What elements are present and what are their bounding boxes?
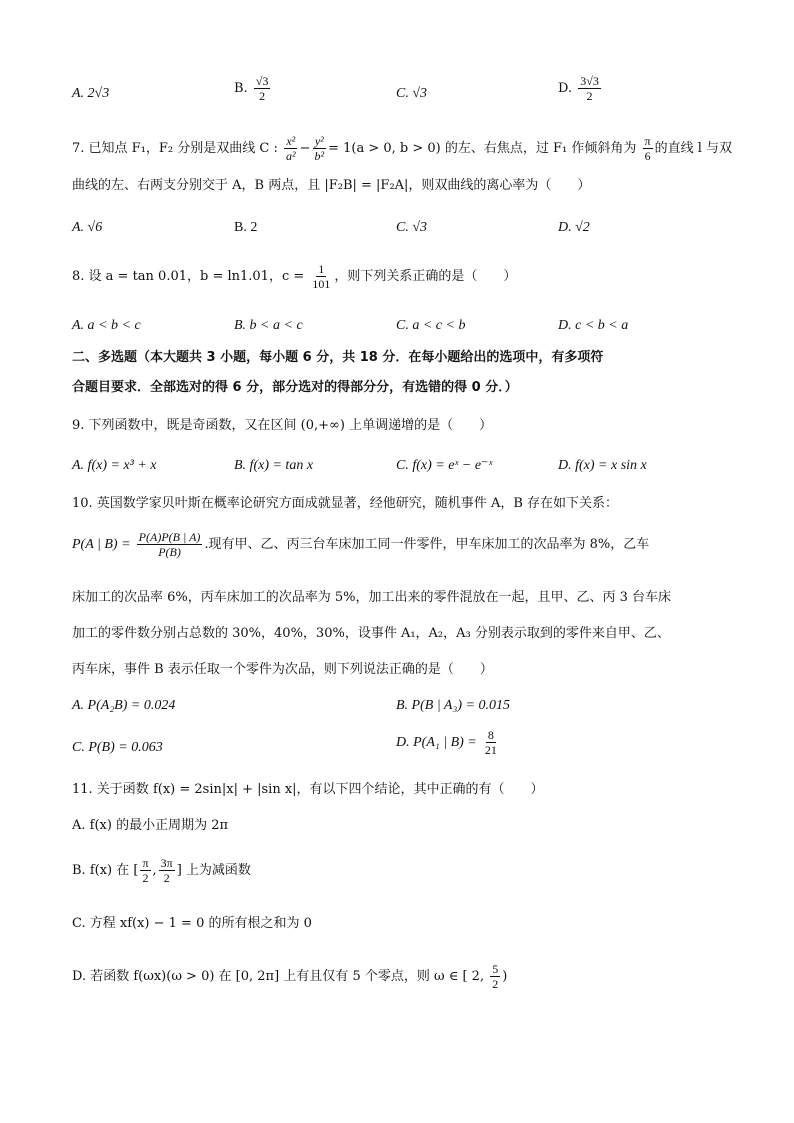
q7-pi: π [644,134,651,148]
q10-option-b: B. P(B | A₃) = 0.015 [396,698,510,713]
q11-d-pre: D. 若函数 f(ωx)(ω > 0) 在 [0, 2π] 上有且仅有 5 个零点，则 ω ∈ [ 2, [72,969,485,984]
q9-option-a: A. f(x) = x³ + x [72,458,157,473]
q11-b-comma: , [152,863,157,878]
q6-option-a: A. 2√3 [72,86,110,101]
q7-six: 6 [644,149,651,163]
q7-hyp-y: y² [314,134,324,148]
q9-option-d: D. f(x) = x sin x [558,458,647,473]
q11-option-d [72,962,507,991]
q7-stem-line1: 7. 已知点 F₁，F₂ 分别是双曲线 C : $\frac{\text{x²}}{\text{a²}}$ − $\frac{\text{y²}}{\text{b²}}$ = 1(a > 0, b > 0) 的左、右焦点，过 F₁ 作倾斜角为 $\frac{\pi}{6}$ 的直线 l 与双 [72,134,733,163]
q9-option-b: B. f(x) = tan x [234,458,314,473]
q7-mid: = 1(a > 0, b > 0) 的左、右焦点，过 F₁ 作倾斜角为 [328,141,637,156]
q7-post: 的直线 l 与双 [654,141,733,156]
q10-stem-line5: 丙车床，事件 B 表示任取一个零件为次品，则下列说法正确的是（ ） [72,662,493,677]
q6-b-num: √3 [255,74,269,88]
q10-stem-line3: 床加工的次品率 6%，丙车床加工的次品率为 5%，加工出来的零件混放在一起，且甲、乙、丙 3 台车床 [72,590,672,605]
q10-option-a: A. P(A₂B) = 0.024 [72,698,176,713]
q7-option-d: D. √2 [558,220,590,235]
q10-line2-post: .现有甲、乙、丙三台车床加工同一件零件，甲车床加工的次品率为 8%，乙车 [204,537,650,552]
q11-b-n1: π [142,856,149,870]
q8-num: 1 [318,262,325,276]
q8-pre: 8. 设 a = tan 0.01，b = ln1.01，c = [72,269,305,284]
q11-option-c: C. 方程 xf(x) − 1 = 0 的所有根之和为 0 [72,916,312,931]
q7-option-c: C. √3 [396,220,428,235]
q6-option-d [558,74,603,103]
q11-b-n2: 3π [160,856,173,870]
q10-formula-num: P(A)P(B | A) [138,530,201,544]
q11-b-pre: B. f(x) 在 [ [72,863,139,878]
q7-option-a: A. √6 [72,220,103,235]
q10-stem-line1: 10. 英国数学家贝叶斯在概率论研究方面成就显著，经他研究，随机事件 A，B 存在如下关系： [72,496,619,511]
section2-heading-line1: 二、多选题（本大题共 3 小题，每小题 6 分，共 18 分．在每小题给出的选项中，有多项符 [72,350,604,365]
q11-b-d2: 2 [163,871,170,885]
q8-post: ，则下列关系正确的是（ ） [334,269,517,284]
q8-option-d: D. c < b < a [558,318,629,333]
q10-d-den: 21 [484,743,497,757]
q6-option-c: C. √3 [396,86,428,101]
q11-option-b [72,856,251,885]
q8-option-a: A. a < b < c [72,318,141,333]
q10-stem-line2 [72,530,649,559]
q7-hyp-x: x² [286,134,296,148]
q11-option-a: A. f(x) 的最小正周期为 2π [72,818,229,833]
q10-d-num: 8 [487,728,494,742]
q10-formula-lhs: P(A | B) = [72,537,131,552]
q6-b-den: 2 [259,89,266,103]
q10-stem-line4: 加工的零件数分别占总数的 30%，40%，30%，设事件 A₁，A₂，A₃ 分别表示取到的零件来自甲、乙、 [72,626,670,641]
q10-d-pre: D. P(A₁ | B) = [396,735,477,750]
q8-option-b: B. b < a < c [234,318,303,333]
q6-option-b-label: B. [234,81,248,96]
q11-d-post: ) [502,969,508,984]
q10-option-d [396,728,501,757]
q6-option-d-label: D. [558,81,573,96]
q6-d-num: 3√3 [580,74,599,88]
q9-stem: 9. 下列函数中，既是奇函数，又在区间 (0,+∞) 上单调递增的是（ ） [72,418,493,433]
q11-b-post: ] 上为减函数 [176,863,251,878]
q7-pre: 7. 已知点 F₁，F₂ 分别是双曲线 C : [72,141,278,156]
q8-den: 101 [312,277,331,291]
q9-option-c: C. f(x) = eˣ − e⁻ˣ [396,458,493,473]
q11-d-num: 5 [492,962,499,976]
q10-option-c: C. P(B) = 0.063 [72,740,163,755]
q7-option-b: B. 2 [234,220,258,235]
q7-stem-line2: 曲线的左、右两支分别交于 A，B 两点，且 |F₂B| = |F₂A|，则双曲线的离心率为（ ） [72,178,591,193]
q8-stem [72,262,516,291]
q11-d-den: 2 [492,977,499,991]
q6-option-b [234,74,272,103]
q11-b-d1: 2 [142,871,149,885]
q6-d-den: 2 [586,89,593,103]
q11-stem: 11. 关于函数 f(x) = 2sin|x| + |sin x|，有以下四个结论，其中正确的有（ ） [72,782,544,797]
section2-heading-line2: 合题目要求．全部选对的得 6 分，部分选对的得部分分，有选错的得 0 分．） [72,380,518,395]
q8-option-c: C. a < c < b [396,318,466,333]
q7-hyp-b: b² [314,149,325,163]
q10-formula-den: P(B) [158,545,181,559]
q7-hyp-a: a² [286,149,296,163]
